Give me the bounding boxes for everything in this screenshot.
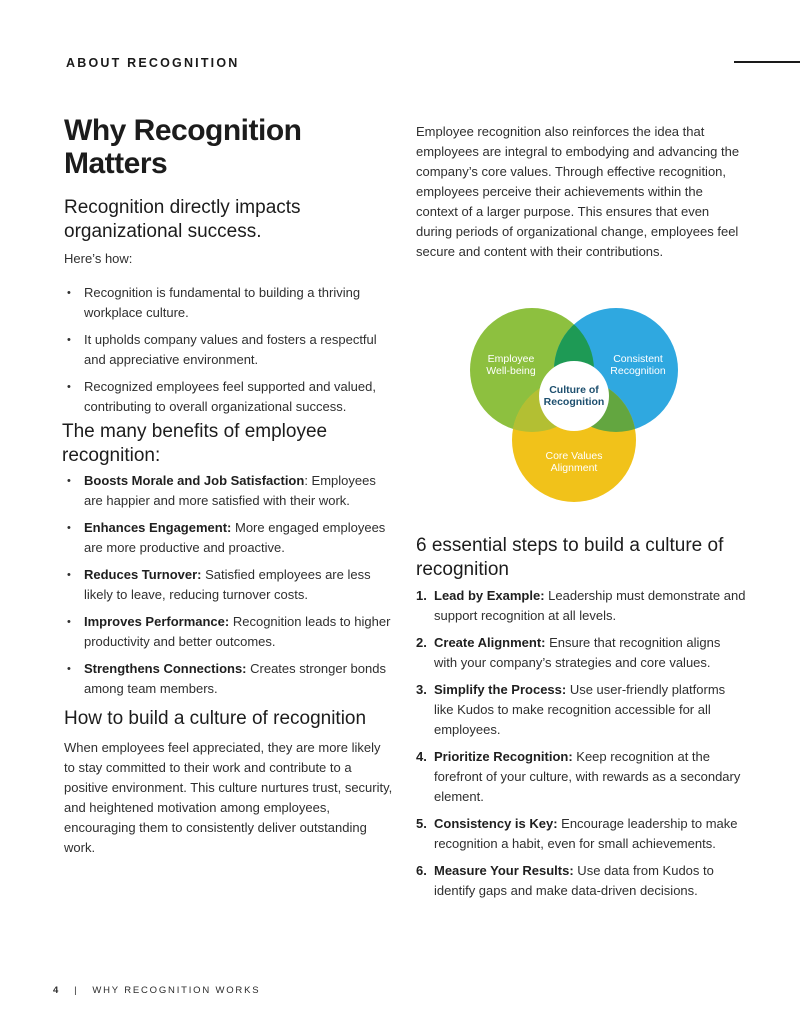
impact-list bbox=[64, 283, 394, 417]
step-number: 5. bbox=[416, 816, 427, 831]
step-lead: Simplify the Process: bbox=[434, 682, 567, 697]
build-heading: How to build a culture of recognition bbox=[64, 708, 367, 729]
intro-text: Here’s how: bbox=[64, 251, 133, 266]
list-item bbox=[416, 680, 746, 740]
step-text: Leadership must demonstrate and support recognition at all levels. bbox=[434, 588, 746, 623]
venn-left-label: Employee Well-being bbox=[486, 353, 536, 377]
benefit-lead: Enhances Engagement: bbox=[84, 520, 232, 535]
steps-heading: 6 essential steps to build a culture of recognition bbox=[416, 535, 724, 580]
benefit-text: Creates stronger bonds among team members. bbox=[84, 661, 386, 696]
step-text: Use data from Kudos to identify gaps and make data-driven decisions. bbox=[434, 863, 714, 898]
step-number: 1. bbox=[416, 588, 427, 603]
build-paragraph: When employees feel appreciated, they are more likely to stay committed to their work and contribute to a positive environment. This culture nurtures trust, security, and heightened motivation among employees, encouraging them to consistently deliver outstanding work. bbox=[64, 740, 393, 855]
header-rule bbox=[734, 61, 800, 63]
benefit-text: More engaged employees are more productive and proactive. bbox=[84, 520, 386, 555]
list-item bbox=[416, 586, 746, 626]
step-text: Use user-friendly platforms like Kudos to make recognition accessible for all employees. bbox=[434, 682, 726, 737]
venn-center-label: Culture of Recognition bbox=[543, 384, 605, 408]
step-text: Encourage leadership to make recognition a habit, even for small achievements. bbox=[434, 816, 738, 851]
page-title: Why Recognition Matters bbox=[64, 114, 302, 180]
venn-bottom-label: Core Values Alignment bbox=[545, 450, 603, 474]
step-number: 4. bbox=[416, 749, 427, 764]
benefit-text: : Employees are happier and more satisfied with their work. bbox=[84, 473, 376, 508]
benefits-heading: The many benefits of employee recognition: bbox=[62, 421, 328, 466]
list-item bbox=[416, 747, 746, 807]
step-lead: Prioritize Recognition: bbox=[434, 749, 573, 764]
benefit-text: Satisfied employees are less likely to leave, reducing turnover costs. bbox=[84, 567, 371, 602]
step-lead: Consistency is Key: bbox=[434, 816, 558, 831]
step-number: 3. bbox=[416, 682, 427, 697]
list-item bbox=[64, 518, 394, 558]
list-item: • Recognized employees feel supported and valued, contributing to overall organizational success. bbox=[64, 377, 394, 417]
steps-section bbox=[416, 534, 746, 908]
steps-list bbox=[416, 586, 746, 901]
page-number: 4 bbox=[53, 985, 61, 996]
step-text: Keep recognition at the forefront of your culture, with rewards as a secondary element. bbox=[434, 749, 741, 804]
list-item bbox=[416, 861, 746, 901]
benefit-lead: Reduces Turnover: bbox=[84, 567, 202, 582]
list-item bbox=[64, 565, 394, 605]
step-lead: Measure Your Results: bbox=[434, 863, 574, 878]
step-lead: Lead by Example: bbox=[434, 588, 545, 603]
list-item bbox=[64, 659, 394, 699]
list-item bbox=[416, 814, 746, 854]
page-footer bbox=[53, 985, 260, 996]
benefit-lead: Strengthens Connections: bbox=[84, 661, 247, 676]
list-item bbox=[64, 471, 394, 511]
list-item bbox=[416, 633, 746, 673]
section-label: ABOUT RECOGNITION bbox=[66, 56, 240, 70]
left-column bbox=[64, 114, 394, 858]
step-text: Ensure that recognition aligns with your company’s strategies and core values. bbox=[434, 635, 721, 670]
benefit-text: Recognition leads to higher productivity and better outcomes. bbox=[84, 614, 391, 649]
benefits-list bbox=[64, 471, 394, 699]
benefit-lead: Improves Performance: bbox=[84, 614, 230, 629]
step-number: 2. bbox=[416, 635, 427, 650]
subtitle: Recognition directly impacts organizational success. bbox=[64, 197, 301, 242]
list-item bbox=[64, 612, 394, 652]
benefit-lead: Boosts Morale and Job Satisfaction bbox=[84, 473, 305, 488]
step-lead: Create Alignment: bbox=[434, 635, 546, 650]
step-number: 6. bbox=[416, 863, 427, 878]
values-paragraph: Employee recognition also reinforces the idea that employees are integral to embodying and advancing the company’s core values. Through effective recognition, employees perceive their achievements within the context of a larger purpose. This ensures that even during periods of organizational change, employees feel secure and content with their contributions. bbox=[416, 124, 740, 259]
venn-diagram bbox=[466, 306, 682, 506]
footer-section: WHY RECOGNITION WORKS bbox=[92, 985, 261, 996]
right-column bbox=[416, 122, 746, 262]
venn-right-label: Consistent Recognition bbox=[610, 353, 666, 377]
list-item: • It upholds company values and fosters a respectful and appreciative environment. bbox=[64, 330, 394, 370]
list-item: • Recognition is fundamental to building a thriving workplace culture. bbox=[64, 283, 394, 323]
footer-separator: | bbox=[74, 985, 79, 996]
